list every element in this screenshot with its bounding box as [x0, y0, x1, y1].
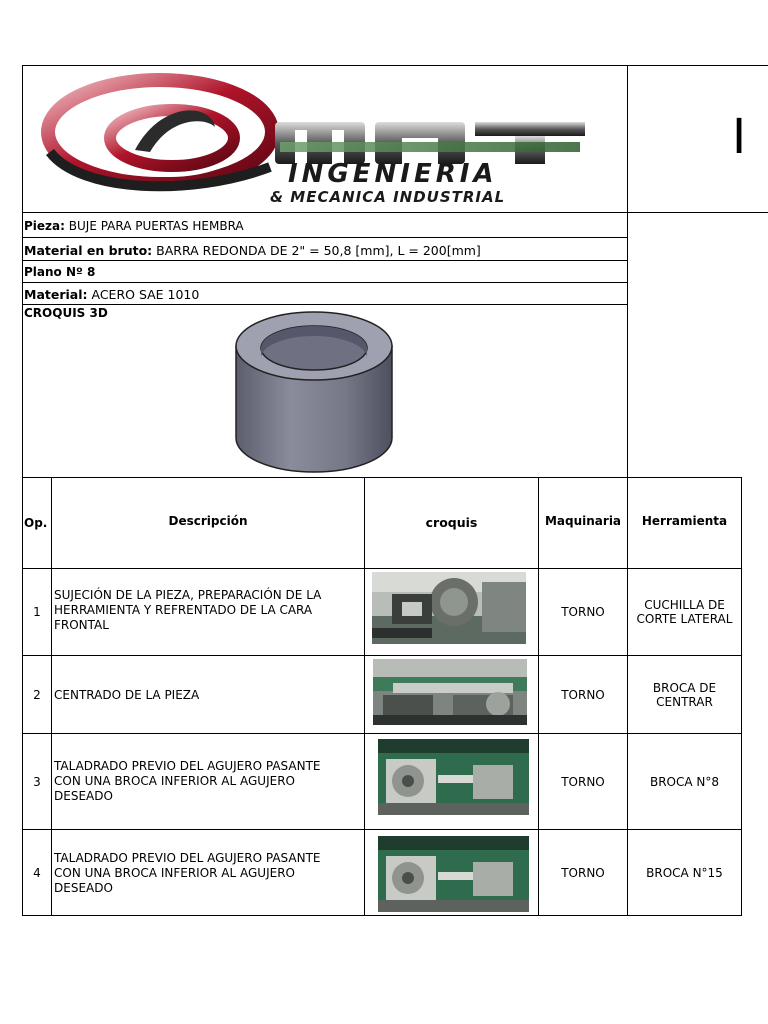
croquis-3d-label: CROQUIS 3D: [24, 306, 108, 320]
header-right-title: I: [732, 109, 747, 165]
row3-op: 3: [33, 774, 41, 789]
logo-graphic: [40, 72, 600, 207]
header-descripcion: Descripción: [168, 514, 248, 528]
row1-desc-line3: FRONTAL: [54, 618, 109, 632]
row2-tool-line1: BROCA DE: [652, 680, 717, 695]
row4-desc-line3: DESEADO: [54, 881, 113, 895]
row1-lathe-photo: [372, 572, 526, 644]
row4-desc-line2: CON UNA BROCA INFERIOR AL AGUJERO: [54, 866, 295, 880]
pieza-row: [24, 214, 244, 237]
material-bruto-row: [24, 240, 481, 261]
row3-lathe-photo: [378, 739, 529, 815]
material-label: Material:: [24, 286, 88, 302]
row2-lathe-photo: [373, 659, 527, 725]
row4-description: [54, 851, 320, 896]
col-line-right: [741, 477, 742, 916]
row3-description: [54, 759, 320, 804]
row2-op: 2: [33, 687, 41, 702]
row4-maquinaria: TORNO: [561, 865, 605, 880]
row1-tool-line1: CUCHILLA DE: [644, 598, 725, 612]
row1-maquinaria: TORNO: [561, 605, 605, 619]
row-line-pieza: [22, 237, 627, 238]
row2-herramienta: [628, 656, 741, 733]
table-bottom-line: [22, 915, 741, 916]
row1-op: 1: [33, 605, 41, 619]
row1-tool-line2: CORTE LATERAL: [636, 612, 733, 626]
row4-herramienta: BROCA N°15: [646, 865, 723, 880]
row1-herramienta: [628, 569, 741, 655]
pieza-value: BUJE PARA PUERTAS HEMBRA: [68, 218, 244, 233]
material-bruto-label: Material en bruto:: [24, 242, 153, 258]
row4-op: 4: [33, 865, 41, 880]
row-line-logo: [22, 212, 627, 213]
row2-description: CENTRADO DE LA PIEZA: [54, 687, 200, 702]
material-row: [24, 284, 199, 305]
bushing-icon: [234, 310, 394, 474]
header-herramienta: Herramienta: [641, 514, 728, 528]
row4-desc-line1: TALADRADO PREVIO DEL AGUJERO PASANTE: [54, 851, 321, 865]
bushing-3d-sketch: [234, 310, 394, 474]
row2-maquinaria: TORNO: [561, 687, 605, 702]
header-croquis: croquis: [425, 515, 478, 530]
pieza-label: Pieza:: [24, 218, 65, 233]
border-top: [22, 65, 768, 66]
header-right-divider: [627, 212, 768, 213]
header-op: Op.: [24, 516, 48, 530]
row-line-plano: [22, 282, 627, 283]
row3-maquinaria: TORNO: [561, 774, 605, 789]
row3-herramienta: BROCA N°8: [649, 774, 720, 789]
plano-label: Plano Nº 8: [24, 264, 96, 279]
row1-desc-line2: HERRAMIENTA Y REFRENTADO DE LA CARA: [54, 603, 313, 617]
logo-line2: & MECANICA INDUSTRIAL: [270, 188, 506, 206]
row2-tool-line2: CENTRAR: [656, 694, 713, 709]
row1-description: [54, 588, 321, 633]
row3-desc-line1: TALADRADO PREVIO DEL AGUJERO PASANTE: [54, 759, 321, 773]
header-maquinaria: Maquinaria: [544, 514, 622, 528]
company-logo: [40, 72, 600, 207]
logo-line1: INGENIERIA: [288, 159, 498, 189]
row3-desc-line3: DESEADO: [54, 789, 113, 803]
row3-desc-line2: CON UNA BROCA INFERIOR AL AGUJERO: [54, 774, 295, 788]
row1-desc-line1: SUJECIÓN DE LA PIEZA, PREPARACIÓN DE LA: [54, 588, 322, 602]
material-value: ACERO SAE 1010: [91, 286, 200, 302]
material-bruto-value: BARRA REDONDA DE 2" = 50,8 [mm], L = 200[mm]: [156, 242, 481, 258]
row4-lathe-photo: [378, 836, 529, 912]
